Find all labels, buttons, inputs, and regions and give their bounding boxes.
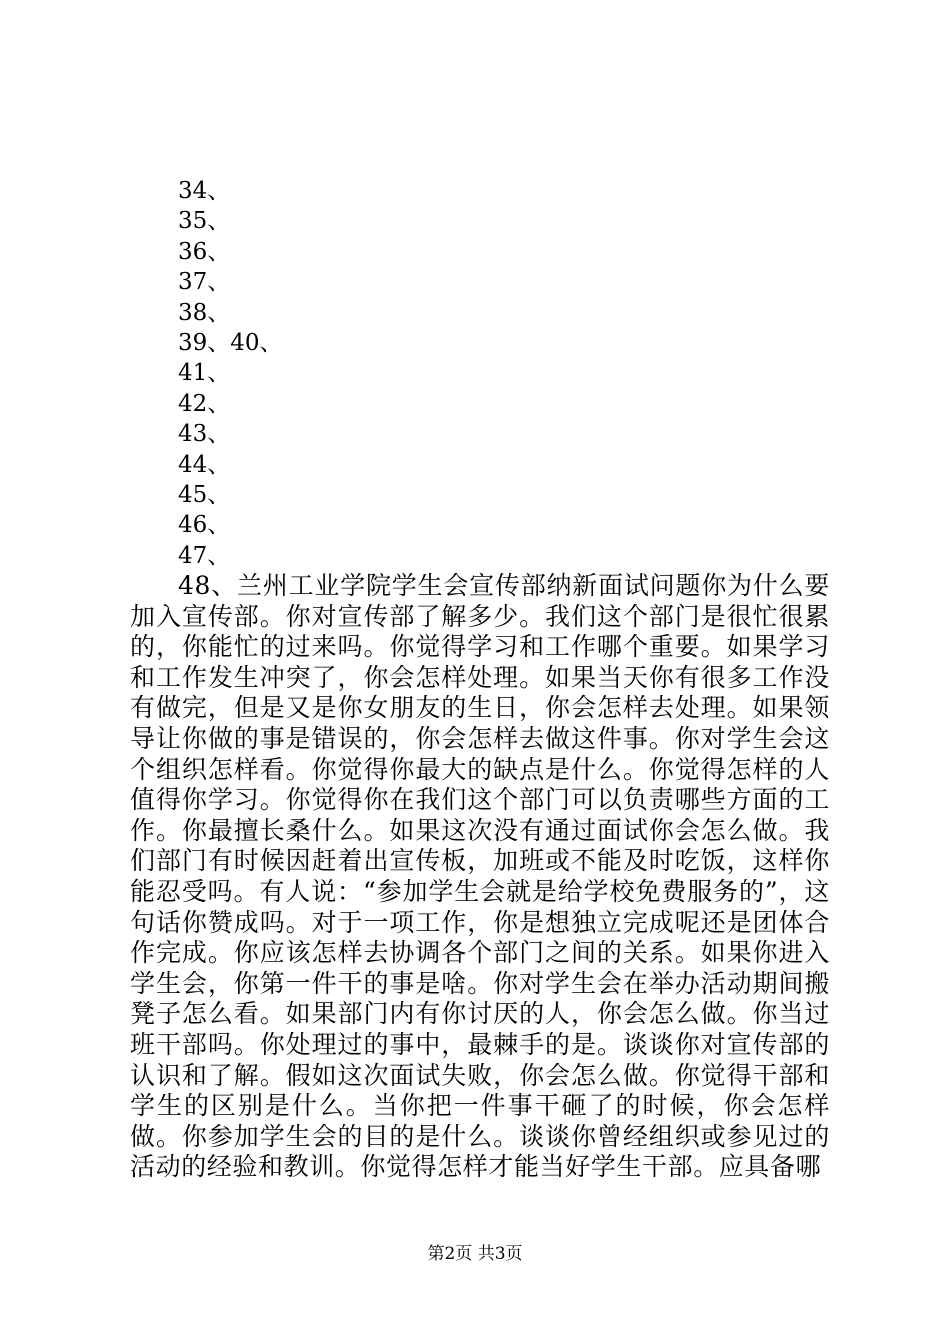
list-item: 42、 (178, 390, 231, 417)
list-item: 41、 (178, 360, 231, 387)
list-item: 38、 (178, 299, 231, 326)
list-item: 44、 (178, 451, 231, 478)
list-item: 46、 (178, 512, 231, 539)
body-paragraph: 48、兰州工业学院学生会宣传部纳新面试问题你为什么要加入宣传部。你对宣传部了解多少。我们这个部门是很忙很累的，你能忙的过来吗。你觉得学习和工作哪个重要。如果学习和工作发生冲突了，你会怎样处理。如果当天你有很多工作没有做完，但是又是你女朋友的生日，你会怎样去处理。如果领导让你做的事是错误的，你会怎样去做这件事。你对学生会这个组织怎样看。你觉得你最大的缺点是什么。你觉得怎样的人值得你学习。你觉得你在我们这个部门可以负责哪些方面的工作。你最擅长桑什么。如果这次没有通过面试你会怎么做。我们部门有时候因赶着出宣传板，加班或不能及时吃饭，这样你能忍受吗。有人说：“参加学生会就是给学校免费服务的”，这句话你赞成吗。对于一项工作，你是想独立完成呢还是团体合作完成。你应该怎样去协调各个部门之间的关系。如果你进入学生会，你第一件干的事是啥。你对学生会在举办活动期间搬凳子怎么看。如果部门内有你讨厌的人，你会怎么做。你当过班干部吗。你处理过的事中，最棘手的是。谈谈你对宣传部的认识和了解。假如这次面试失败，你会怎么做。你觉得干部和学生的区别是什么。当你把一件事干砸了的时候，你会怎样做。你参加学生会的目的是什么。谈谈你曾经组织或参见过的活动的经验和教训。你觉得怎样才能当好学生干部。应具备哪 (130, 571, 830, 1182)
list-item: 36、 (178, 238, 231, 265)
list-item: 47、 (178, 542, 231, 569)
list-item: 34、 (178, 178, 231, 204)
numbered-list (178, 176, 283, 571)
list-item: 39、40、 (178, 329, 283, 356)
list-item: 45、 (178, 481, 231, 508)
list-item: 43、 (178, 421, 231, 448)
page-number-label: 第2页 共3页 (427, 1244, 523, 1264)
list-item: 37、 (178, 269, 231, 296)
page-footer (0, 1243, 950, 1265)
list-item: 35、 (178, 208, 231, 235)
